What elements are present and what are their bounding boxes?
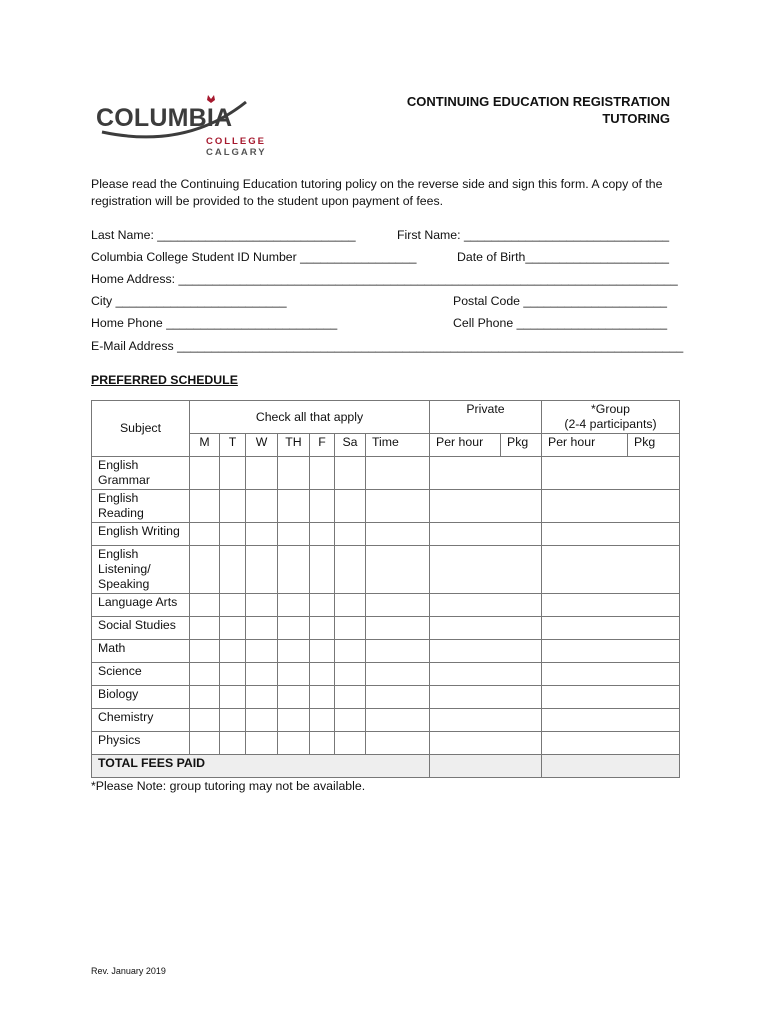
subheader-cell: TH: [278, 434, 310, 457]
day-check-cell[interactable]: [366, 732, 430, 755]
private-fee-cell[interactable]: [430, 663, 542, 686]
subject-cell: [92, 686, 190, 709]
subject-cell: [92, 490, 190, 523]
day-check-cell[interactable]: [278, 523, 310, 546]
day-check-cell[interactable]: [310, 457, 335, 490]
day-check-cell[interactable]: [335, 686, 366, 709]
day-check-cell[interactable]: [190, 523, 220, 546]
day-check-cell[interactable]: [246, 594, 278, 617]
table-row: [92, 732, 680, 755]
day-check-cell[interactable]: [366, 617, 430, 640]
form-title-line2: TUTORING: [602, 111, 670, 126]
subject-label-line: English: [98, 547, 139, 561]
subject-label-line: Science: [98, 664, 142, 678]
day-check-cell[interactable]: [310, 640, 335, 663]
group-fee-cell[interactable]: [542, 732, 680, 755]
day-check-cell[interactable]: [220, 457, 246, 490]
day-check-cell[interactable]: [246, 640, 278, 663]
day-check-cell[interactable]: [278, 490, 310, 523]
subheader-cell: T: [220, 434, 246, 457]
group-fee-cell[interactable]: [542, 490, 680, 523]
day-check-cell[interactable]: [335, 709, 366, 732]
day-check-cell[interactable]: [278, 546, 310, 594]
schedule-body: [92, 457, 680, 755]
day-check-cell[interactable]: [246, 457, 278, 490]
day-check-cell[interactable]: [366, 523, 430, 546]
subject-label-line: English Writing: [98, 524, 180, 538]
total-fees-row: [92, 755, 680, 778]
group-fee-cell[interactable]: [542, 663, 680, 686]
group-header-line2: (2-4 participants): [564, 417, 657, 431]
day-check-cell[interactable]: [246, 523, 278, 546]
private-fee-cell[interactable]: [430, 546, 542, 594]
home-address-field[interactable]: Home Address: _________________________________________________________________________: [91, 272, 678, 286]
group-fee-cell[interactable]: [542, 640, 680, 663]
day-check-cell[interactable]: [310, 617, 335, 640]
home-phone-field[interactable]: Home Phone _________________________: [91, 316, 338, 330]
subject-cell: [92, 617, 190, 640]
day-check-cell[interactable]: [220, 490, 246, 523]
day-check-cell[interactable]: [278, 457, 310, 490]
day-check-cell[interactable]: [335, 732, 366, 755]
table-row: [92, 617, 680, 640]
subject-label-line: Math: [98, 641, 126, 655]
logo-calgary-text: CALGARY: [206, 147, 267, 158]
group-fee-cell[interactable]: [542, 594, 680, 617]
subheader-cell: Time: [366, 434, 430, 457]
day-check-cell[interactable]: [220, 640, 246, 663]
cell-phone-field[interactable]: Cell Phone ______________________: [453, 316, 668, 330]
table-row: [92, 594, 680, 617]
student-id-field[interactable]: Columbia College Student ID Number _________________: [91, 250, 417, 264]
schedule-table: [91, 400, 680, 778]
subject-label-line: Biology: [98, 687, 139, 701]
day-check-cell[interactable]: [220, 546, 246, 594]
day-check-cell[interactable]: [246, 490, 278, 523]
first-name-field[interactable]: First Name: ______________________________: [397, 228, 670, 242]
table-row: [92, 640, 680, 663]
day-check-cell[interactable]: [278, 686, 310, 709]
email-field[interactable]: E-Mail Address __________________________________________________________________________: [91, 339, 684, 353]
subheader-cell: Sa: [335, 434, 366, 457]
day-check-cell[interactable]: [335, 594, 366, 617]
private-fee-cell[interactable]: [430, 594, 542, 617]
private-fee-cell[interactable]: [430, 617, 542, 640]
day-check-cell[interactable]: [278, 663, 310, 686]
revision-label: Rev. January 2019: [91, 966, 166, 976]
day-check-cell[interactable]: [366, 457, 430, 490]
group-fee-cell[interactable]: [542, 617, 680, 640]
day-check-cell[interactable]: [190, 546, 220, 594]
day-check-cell[interactable]: [246, 686, 278, 709]
day-check-cell[interactable]: [190, 732, 220, 755]
day-check-cell[interactable]: [278, 709, 310, 732]
form-title-line1: CONTINUING EDUCATION REGISTRATION: [406, 94, 670, 109]
day-check-cell[interactable]: [335, 546, 366, 594]
intro-paragraph: Please read the Continuing Education tutoring policy on the reverse side and sign this form. A copy of the registration will be provided to the student upon payment of fees.: [91, 177, 663, 208]
subheader-cell: Per hour: [542, 434, 628, 457]
columbia-college-logo: [96, 92, 266, 162]
group-header-line1: *Group: [591, 402, 630, 416]
table-row: [92, 546, 680, 594]
day-check-cell[interactable]: [366, 640, 430, 663]
day-check-cell[interactable]: [366, 709, 430, 732]
subject-cell: [92, 523, 190, 546]
form-title: [407, 93, 670, 127]
subject-label-line: Listening/: [98, 562, 151, 576]
subject-cell: [92, 546, 190, 594]
maple-leaf-icon: [207, 95, 215, 103]
day-check-cell[interactable]: [246, 617, 278, 640]
subject-cell: [92, 640, 190, 663]
day-check-cell[interactable]: [335, 457, 366, 490]
group-fee-cell[interactable]: [542, 546, 680, 594]
private-fee-cell[interactable]: [430, 686, 542, 709]
private-fee-cell[interactable]: [430, 709, 542, 732]
day-check-cell[interactable]: [190, 663, 220, 686]
group-fee-cell[interactable]: [542, 686, 680, 709]
subheader-cell: M: [190, 434, 220, 457]
day-check-cell[interactable]: [278, 594, 310, 617]
day-check-cell[interactable]: [366, 490, 430, 523]
total-fees-label: TOTAL FEES PAID: [92, 755, 430, 778]
city-field[interactable]: City _________________________: [91, 294, 287, 308]
day-check-cell[interactable]: [366, 686, 430, 709]
day-check-cell[interactable]: [335, 490, 366, 523]
day-check-cell[interactable]: [246, 546, 278, 594]
subject-label-line: Physics: [98, 733, 141, 747]
day-check-cell[interactable]: [366, 663, 430, 686]
day-check-cell[interactable]: [335, 617, 366, 640]
group-fee-cell[interactable]: [542, 709, 680, 732]
day-check-cell[interactable]: [220, 617, 246, 640]
table-row: [92, 663, 680, 686]
day-check-cell[interactable]: [190, 457, 220, 490]
postal-code-field[interactable]: Postal Code _____________________: [453, 294, 668, 308]
group-note: *Please Note: group tutoring may not be available.: [91, 779, 366, 793]
day-check-cell[interactable]: [310, 709, 335, 732]
day-check-cell[interactable]: [310, 546, 335, 594]
last-name-field[interactable]: Last Name: _____________________________: [91, 228, 356, 242]
subject-cell: [92, 663, 190, 686]
table-row: [92, 686, 680, 709]
subheader-cell: Per hour: [430, 434, 501, 457]
day-check-cell[interactable]: [190, 686, 220, 709]
subject-cell: [92, 594, 190, 617]
logo-wordmark: COLUMBIA: [96, 104, 233, 132]
subject-label-line: English: [98, 458, 139, 472]
subheader-cell: Pkg: [501, 434, 542, 457]
group-header: [542, 401, 680, 434]
table-row: [92, 457, 680, 490]
subject-label-line: Reading: [98, 506, 144, 520]
private-fee-cell[interactable]: [430, 732, 542, 755]
date-of-birth-field[interactable]: Date of Birth_____________________: [457, 250, 669, 264]
day-check-cell[interactable]: [190, 490, 220, 523]
preferred-schedule-heading: PREFERRED SCHEDULE: [91, 373, 238, 387]
day-check-cell[interactable]: [190, 640, 220, 663]
day-check-cell[interactable]: [220, 732, 246, 755]
day-check-cell[interactable]: [335, 663, 366, 686]
check-all-header: Check all that apply: [190, 401, 430, 434]
subheader-cell: F: [310, 434, 335, 457]
day-check-cell[interactable]: [220, 663, 246, 686]
private-fee-cell[interactable]: [430, 457, 542, 490]
day-check-cell[interactable]: [246, 732, 278, 755]
subject-label-line: Chemistry: [98, 710, 154, 724]
subject-cell: [92, 457, 190, 490]
total-private-cell[interactable]: [430, 755, 542, 778]
day-check-cell[interactable]: [310, 523, 335, 546]
subject-cell: [92, 709, 190, 732]
day-check-cell[interactable]: [190, 617, 220, 640]
group-fee-cell[interactable]: [542, 457, 680, 490]
subject-cell: [92, 732, 190, 755]
private-fee-cell[interactable]: [430, 523, 542, 546]
table-row: [92, 709, 680, 732]
day-check-cell[interactable]: [335, 640, 366, 663]
total-group-cell[interactable]: [542, 755, 680, 778]
day-check-cell[interactable]: [190, 709, 220, 732]
subject-label-line: Speaking: [98, 577, 150, 591]
day-check-cell[interactable]: [220, 523, 246, 546]
private-fee-cell[interactable]: [430, 490, 542, 523]
day-check-cell[interactable]: [366, 594, 430, 617]
day-check-cell[interactable]: [220, 686, 246, 709]
subject-label-line: Social Studies: [98, 618, 176, 632]
day-check-cell[interactable]: [246, 709, 278, 732]
subject-label-line: Language Arts: [98, 595, 178, 609]
day-check-cell[interactable]: [310, 594, 335, 617]
day-check-cell[interactable]: [335, 523, 366, 546]
logo-college-text: COLLEGE: [206, 136, 266, 147]
day-check-cell[interactable]: [190, 594, 220, 617]
day-check-cell[interactable]: [220, 709, 246, 732]
table-header-row: [92, 401, 680, 434]
table-row: [92, 490, 680, 523]
subject-label-line: Grammar: [98, 473, 150, 487]
day-check-cell[interactable]: [246, 663, 278, 686]
day-check-cell[interactable]: [310, 686, 335, 709]
private-fee-cell[interactable]: [430, 640, 542, 663]
group-fee-cell[interactable]: [542, 523, 680, 546]
day-check-cell[interactable]: [310, 663, 335, 686]
subheader-cell: W: [246, 434, 278, 457]
subheader-cell: Pkg: [628, 434, 680, 457]
subject-label-line: English: [98, 491, 139, 505]
day-check-cell[interactable]: [278, 640, 310, 663]
day-check-cell[interactable]: [310, 490, 335, 523]
day-check-cell[interactable]: [366, 546, 430, 594]
subject-header: Subject: [92, 401, 190, 457]
table-row: [92, 523, 680, 546]
day-check-cell[interactable]: [278, 732, 310, 755]
day-check-cell[interactable]: [220, 594, 246, 617]
private-header: Private: [430, 401, 542, 434]
day-check-cell[interactable]: [310, 732, 335, 755]
day-check-cell[interactable]: [278, 617, 310, 640]
